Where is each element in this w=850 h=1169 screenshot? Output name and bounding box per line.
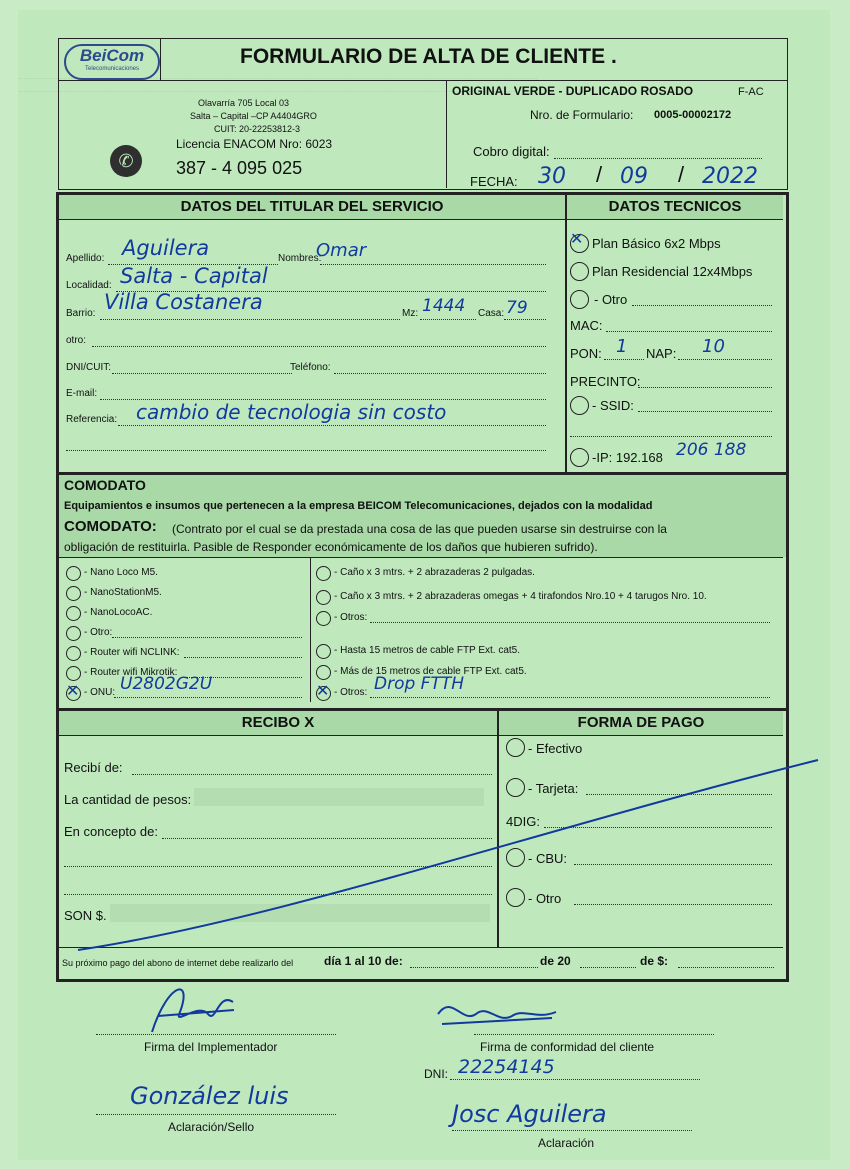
fecha-year: 2022 xyxy=(702,164,758,189)
logo-subtitle: Telecomunicaciones xyxy=(84,66,140,72)
brand-logo xyxy=(64,44,160,80)
localidad-label: Localidad: xyxy=(66,280,112,291)
referencia-label: Referencia: xyxy=(66,414,118,425)
ssid-label: - SSID: xyxy=(592,398,634,413)
cable-mas15-radio[interactable] xyxy=(316,665,331,680)
otros-insumos-radio[interactable] xyxy=(316,611,331,626)
fecha-month: 09 xyxy=(620,164,648,189)
copy-note: ORIGINAL VERDE - DUPLICADO ROSADO xyxy=(452,84,694,98)
pon-value: 1 xyxy=(616,336,628,357)
comodato-definition-2: obligación de restituirla. Pasible de Responder económicamente de los daños que hubieren sufrido). xyxy=(64,540,598,554)
casa-field[interactable] xyxy=(504,319,546,320)
otro-equipo-field[interactable] xyxy=(112,637,302,638)
plan-otro-radio[interactable] xyxy=(570,290,589,309)
nombres-label: Nombres: xyxy=(278,253,322,264)
nanostation-radio[interactable] xyxy=(66,586,81,601)
nap-field[interactable] xyxy=(678,359,772,360)
company-license: Licencia ENACOM Nro: 6023 xyxy=(176,137,333,151)
cbu-label: - CBU: xyxy=(528,851,567,866)
onu-value: U2802G2U xyxy=(120,674,213,694)
pon-field[interactable] xyxy=(604,359,644,360)
bleed-through-text: ................................................................................................................................................................................................................ ................................................................................................................................................................................................................ xyxy=(18,71,539,94)
tarjeta-label: - Tarjeta: xyxy=(528,781,579,796)
logo-divider xyxy=(160,38,161,80)
router-nclink-label: - Router wifi NCLINK: xyxy=(84,647,180,658)
form-code: F-AC xyxy=(738,86,764,98)
router-mikrotik-radio[interactable] xyxy=(66,666,81,681)
nombres-field[interactable] xyxy=(320,264,546,265)
comodato-term: COMODATO: xyxy=(64,518,157,535)
cancel-stroke xyxy=(18,710,830,970)
otro-equipo-label: - Otro: xyxy=(84,627,113,638)
telefono-label: Teléfono: xyxy=(290,362,331,373)
aclaracion-sello-line[interactable] xyxy=(96,1114,336,1115)
mac-label: MAC: xyxy=(570,318,603,333)
cobro-digital-label: Cobro digital: xyxy=(473,144,550,159)
cliente-signature xyxy=(432,994,562,1044)
barrio-field[interactable] xyxy=(100,319,400,320)
otros-cable-value: Drop FTTH xyxy=(374,674,465,694)
cantidad-label: La cantidad de pesos: xyxy=(64,792,192,807)
nanoloco-label: - Nano Loco M5. xyxy=(84,567,158,578)
fecha-slash-2: / xyxy=(678,162,685,187)
nanolocoac-radio[interactable] xyxy=(66,606,81,621)
onu-check-mark: ✕ xyxy=(66,681,80,700)
form-number-label: Nro. de Formulario: xyxy=(530,108,634,122)
nanostation-label: - NanoStationM5. xyxy=(84,587,162,598)
conformidad-label: Firma de conformidad del cliente xyxy=(480,1040,655,1054)
fecha-label: FECHA: xyxy=(470,174,518,189)
plan2-radio[interactable] xyxy=(570,262,589,281)
otros-insumos-field[interactable] xyxy=(370,622,770,623)
localidad-value: Salta - Capital xyxy=(120,264,268,288)
logo-name: BeiCom xyxy=(79,46,145,65)
cable-mas15-label: - Más de 15 metros de cable FTP Ext. cat5. xyxy=(334,666,527,677)
precinto-label: PRECINTO: xyxy=(570,374,641,389)
company-phone: 387 - 4 095 025 xyxy=(176,158,303,178)
implementador-signature-line[interactable] xyxy=(96,1034,336,1035)
cano-omegas-radio[interactable] xyxy=(316,590,331,605)
header-divider xyxy=(58,80,788,81)
cano-omegas-label: - Caño x 3 mtrs. + 2 abrazaderas omegas + 4 tirafondos Nro.10 + 4 tarugos Nro. 10. xyxy=(334,591,707,602)
dni-firma-field[interactable] xyxy=(450,1079,700,1080)
router-nclink-radio[interactable] xyxy=(66,646,81,661)
otro-field[interactable] xyxy=(92,346,546,347)
son-label: SON $. xyxy=(64,908,107,923)
otros-cable-label: - Otros: xyxy=(334,687,368,698)
referencia-field[interactable] xyxy=(118,425,546,426)
proximo-pesos: de $: xyxy=(640,954,669,968)
pago-otro-label: - Otro xyxy=(528,891,562,906)
dni-field[interactable] xyxy=(112,373,292,374)
cobro-digital-line[interactable] xyxy=(554,158,762,159)
cable-hasta15-label: - Hasta 15 metros de cable FTP Ext. cat5. xyxy=(334,645,521,656)
mz-value: 1444 xyxy=(422,296,466,316)
proximo-de20: de 20 xyxy=(540,954,571,968)
implementador-label: Firma del Implementador xyxy=(144,1040,278,1054)
recibo-header: RECIBO X xyxy=(59,711,497,735)
implementador-name: González luis xyxy=(130,1082,289,1110)
ip-value: 206 188 xyxy=(676,440,747,460)
fecha-slash-1: / xyxy=(596,162,603,187)
pago-header: FORMA DE PAGO xyxy=(499,711,783,735)
mz-field[interactable] xyxy=(420,319,476,320)
casa-label: Casa: xyxy=(478,308,505,319)
router-mikrotik-label: - Router wifi Mikrotik: xyxy=(84,667,178,678)
whatsapp-icon: ✆ xyxy=(110,145,142,177)
ssid-radio[interactable] xyxy=(570,396,589,415)
nap-value: 10 xyxy=(702,336,725,357)
proximo-dias: día 1 al 10 de: xyxy=(324,954,403,968)
recibi-label: Recibí de: xyxy=(64,760,123,775)
plan1-label: Plan Básico 6x2 Mbps xyxy=(592,236,721,251)
otros-cable-check-mark: ✕ xyxy=(316,681,330,700)
cliente-name: Josc Aguilera xyxy=(452,1100,607,1128)
aclaracion-label: Aclaración xyxy=(538,1136,595,1150)
cliente-signature-line[interactable] xyxy=(474,1034,714,1035)
ip-radio[interactable] xyxy=(570,448,589,467)
dni-firma-value: 22254145 xyxy=(458,1056,555,1078)
apellido-value: Aguilera xyxy=(122,236,210,260)
cano-2pulg-label: - Caño x 3 mtrs. + 2 abrazaderas 2 pulgadas. xyxy=(334,567,535,578)
titular-header-line xyxy=(59,219,783,220)
otro-label: otro: xyxy=(66,335,87,346)
page-title: FORMULARIO DE ALTA DE CLIENTE . xyxy=(240,45,617,68)
pon-label: PON: xyxy=(570,346,602,361)
casa-value: 79 xyxy=(506,298,528,318)
fecha-day: 30 xyxy=(538,164,566,189)
tecnicos-header: DATOS TECNICOS xyxy=(567,195,783,219)
header-mid-divider xyxy=(446,80,447,188)
nombres-value: Omar xyxy=(316,240,367,261)
barrio-label: Barrio: xyxy=(66,308,96,319)
proximo-text: Su próximo pago del abono de internet debe realizarlo del xyxy=(62,958,294,968)
cable-hasta15-radio[interactable] xyxy=(316,644,331,659)
nanolocoac-label: - NanoLocoAC. xyxy=(84,607,153,618)
ssid-field[interactable] xyxy=(638,411,772,412)
nanoloco-radio[interactable] xyxy=(66,566,81,581)
onu-label: - ONU: xyxy=(84,687,116,698)
titular-tecnicos-divider xyxy=(565,192,567,477)
referencia-value: cambio de tecnologia sin costo xyxy=(136,400,447,424)
titular-header: DATOS DEL TITULAR DEL SERVICIO xyxy=(59,195,565,219)
email-label: E-mail: xyxy=(66,388,98,399)
barrio-value: Villa Costanera xyxy=(104,290,263,314)
company-address: Olavarría 705 Local 03 xyxy=(198,98,290,108)
aclaracion-line[interactable] xyxy=(452,1130,692,1131)
form-sheet xyxy=(18,10,830,1160)
dig-label: 4DIG: xyxy=(506,814,540,829)
otros-cable-field[interactable] xyxy=(370,697,770,698)
aclaracion-sello-label: Aclaración/Sello xyxy=(168,1120,255,1134)
telefono-field[interactable] xyxy=(334,373,546,374)
efectivo-label: - Efectivo xyxy=(528,741,583,756)
referencia-field-2[interactable] xyxy=(66,450,546,451)
dni-firma-label: DNI: xyxy=(424,1067,448,1081)
mac-field[interactable] xyxy=(606,331,772,332)
apellido-label: Apellido: xyxy=(66,253,105,264)
ip-label: -IP: 192.168 xyxy=(592,450,663,465)
nap-label: NAP: xyxy=(646,346,677,361)
router-nclink-field[interactable] xyxy=(184,657,302,658)
plan1-check-mark: ✕ xyxy=(570,229,584,248)
comodato-definition: (Contrato por el cual se da prestada una cosa de las que pueden usarse sin destruirse con la xyxy=(172,522,667,536)
comodato-header-line xyxy=(59,557,783,558)
cano-2pulg-radio[interactable] xyxy=(316,566,331,581)
form-number: 0005-00002172 xyxy=(654,109,732,121)
comodato-intro: Equipamientos e insumos que pertenecen a la empresa BEICOM Telecomunicaciones, dejados con la modalidad xyxy=(64,500,653,512)
plan-otro-label: - Otro xyxy=(594,292,628,307)
otros-insumos-label: - Otros: xyxy=(334,612,368,623)
precinto-field[interactable] xyxy=(638,387,772,388)
ssid-field-2[interactable] xyxy=(570,436,772,437)
plan2-label: Plan Residencial 12x4Mbps xyxy=(592,264,753,279)
dni-label: DNI/CUIT: xyxy=(66,362,111,373)
company-cuit: CUIT: 20-22253812-3 xyxy=(214,124,301,134)
otro-equipo-radio[interactable] xyxy=(66,626,81,641)
comodato-header: COMODATO xyxy=(64,477,146,493)
mz-label: Mz: xyxy=(402,308,419,319)
onu-field[interactable] xyxy=(114,697,302,698)
concepto-label: En concepto de: xyxy=(64,824,158,839)
comodato-col-divider xyxy=(310,557,311,702)
plan-otro-field[interactable] xyxy=(632,305,772,306)
company-city: Salta – Capital –CP A4404GRO xyxy=(190,111,317,121)
